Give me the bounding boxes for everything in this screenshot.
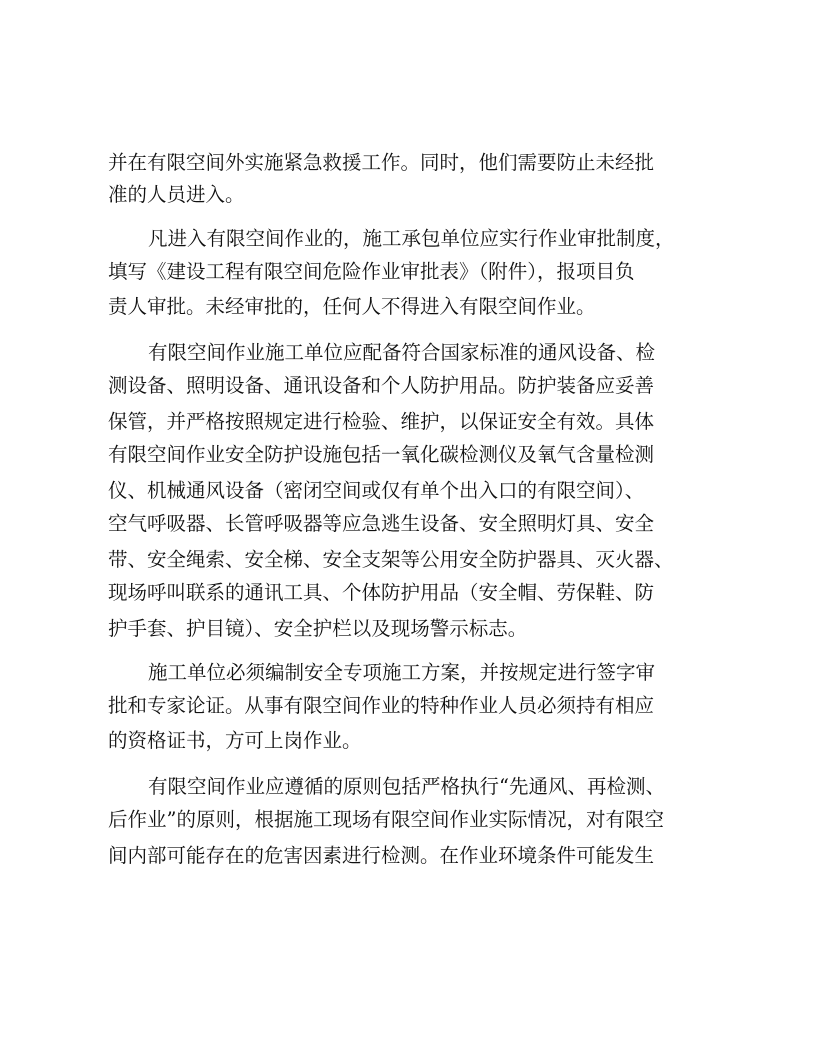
text-line: 现场呼叫联系的通讯工具、个体防护用品（安全帽、劳保鞋、防 <box>108 581 655 604</box>
text-line: 带、安全绳索、安全梯、安全支架等公用安全防护器具、灭火器、 <box>108 548 674 571</box>
text-line: 有限空间作业安全防护设施包括一氧化碳检测仪及氧气含量检测 <box>108 443 655 466</box>
text-line: 仪、机械通风设备（密闭空间或仅有单个出入口的有限空间）、 <box>108 479 645 502</box>
text-line: 填写《建设工程有限空间危险作业审批表》（附件），报项目负 <box>108 260 635 283</box>
text-line: 测设备、照明设备、通讯设备和个人防护用品。防护装备应妥善 <box>108 374 655 397</box>
text-line: 批和专家论证。从事有限空间作业的特种作业人员必须持有相应 <box>108 694 655 717</box>
text-line: 后作业”的原则，根据施工现场有限空间作业实际情况，对有限空 <box>108 808 664 831</box>
text-line: 的资格证书，方可上岗作业。 <box>108 729 362 752</box>
text-line: 并在有限空间外实施紧急救援工作。同时，他们需要防止未经批 <box>108 151 655 174</box>
text-line: 准的人员进入。 <box>108 183 245 206</box>
text-line: 护手套、护目镜）、安全护栏以及现场警示标志。 <box>108 617 528 640</box>
text-line: 间内部可能存在的危害因素进行检测。在作业环境条件可能发生 <box>108 844 655 867</box>
paragraph-first-line: 凡进入有限空间作业的，施工承包单位应实行作业审批制度， <box>148 227 675 250</box>
text-line: 责人审批。未经审批的，任何人不得进入有限空间作业。 <box>108 295 596 318</box>
paragraph-first-line: 有限空间作业施工单位应配备符合国家标准的通风设备、检 <box>148 341 656 364</box>
text-line: 空气呼吸器、长管呼吸器等应急逃生设备、安全照明灯具、安全 <box>108 512 655 535</box>
paragraph-first-line: 施工单位必须编制安全专项施工方案，并按规定进行签字审 <box>148 661 656 684</box>
text-line: 保管，并严格按照规定进行检验、维护，以保证安全有效。具体 <box>108 410 655 433</box>
paragraph-first-line: 有限空间作业应遵循的原则包括严格执行“先通风、再检测、 <box>148 775 665 798</box>
